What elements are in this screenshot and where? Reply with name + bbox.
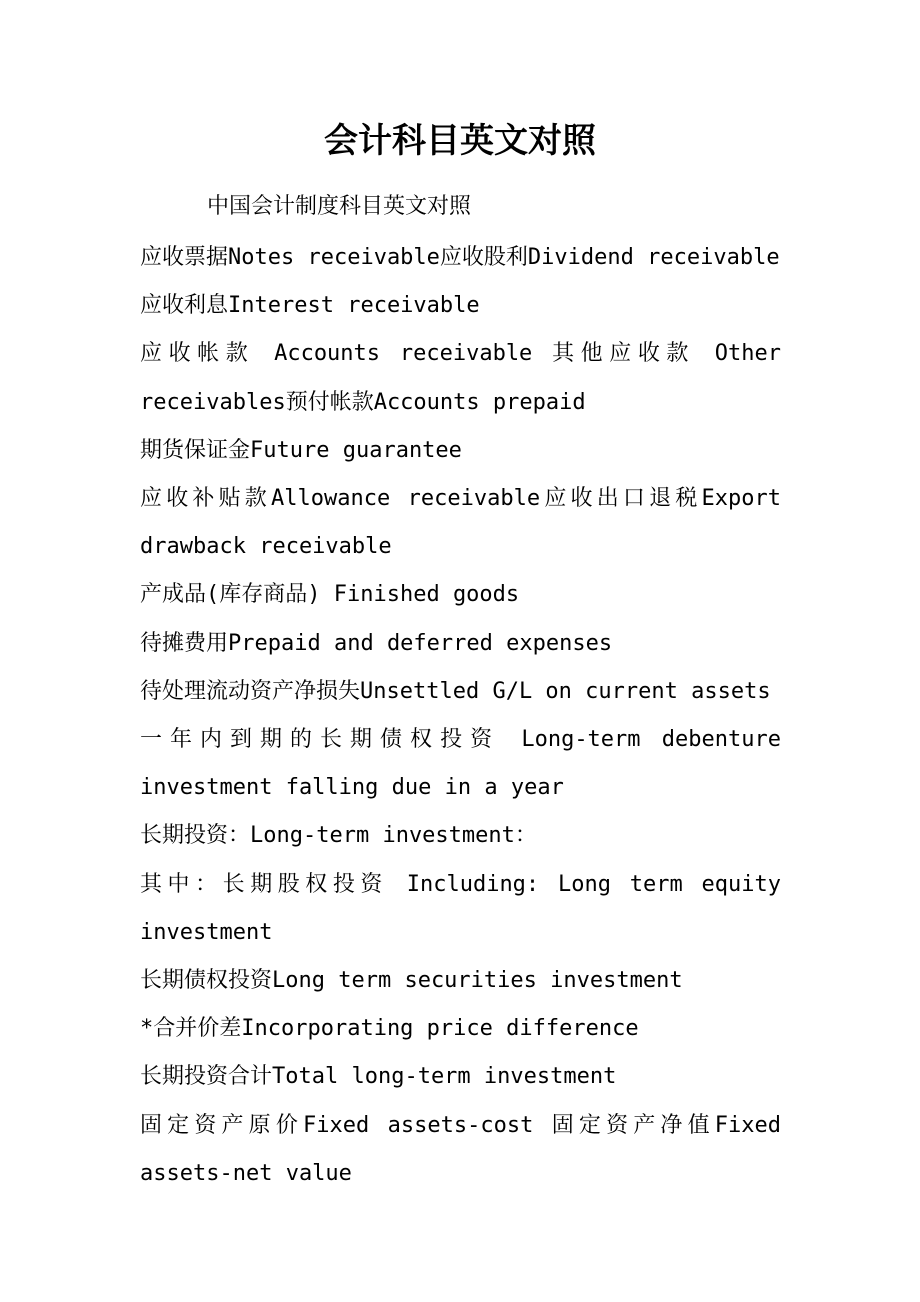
entry-line: 应收票据Notes receivable应收股利Dividend receivable bbox=[140, 245, 780, 270]
entry-line: 产成品(库存商品) Finished goods bbox=[140, 582, 520, 608]
entry-line: 期货保证金Future guarantee bbox=[140, 437, 462, 463]
entry-line: *合并价差Incorporating price difference bbox=[140, 1016, 639, 1042]
entry-line: 一年内到期的长期债权投资 Long-term debenture investment falling due in a year bbox=[140, 727, 781, 801]
entry-line: 应收补贴款Allowance receivable应收出口退税Export drawback receivable bbox=[140, 486, 781, 560]
entry-line: 长期债权投资Long term securities investment bbox=[140, 968, 683, 994]
entry-line: 待摊费用Prepaid and deferred expenses bbox=[140, 630, 613, 656]
entry-line: 长期投资合计Total long-term investment bbox=[140, 1064, 617, 1090]
entry-line: 待处理流动资产净损失Unsettled G/L on current assets bbox=[140, 678, 771, 704]
entry-line: 固定资产原价Fixed assets-cost 固定资产净值Fixed assets-net value bbox=[140, 1112, 781, 1186]
entry-line: 其中：长期股权投资 Including: Long term equity investment bbox=[140, 871, 781, 945]
entry-list bbox=[140, 234, 781, 1198]
entry-line: 应收利息Interest receivable bbox=[140, 293, 480, 319]
document-subtitle: 中国会计制度科目英文对照 bbox=[207, 194, 472, 219]
document-title: 会计科目英文对照 bbox=[324, 121, 596, 161]
entry-line: 应收帐款 Accounts receivable 其他应收款 Other receivables预付帐款Accounts prepaid bbox=[140, 341, 781, 415]
entry-line: 长期投资：Long-term investment： bbox=[140, 823, 537, 849]
